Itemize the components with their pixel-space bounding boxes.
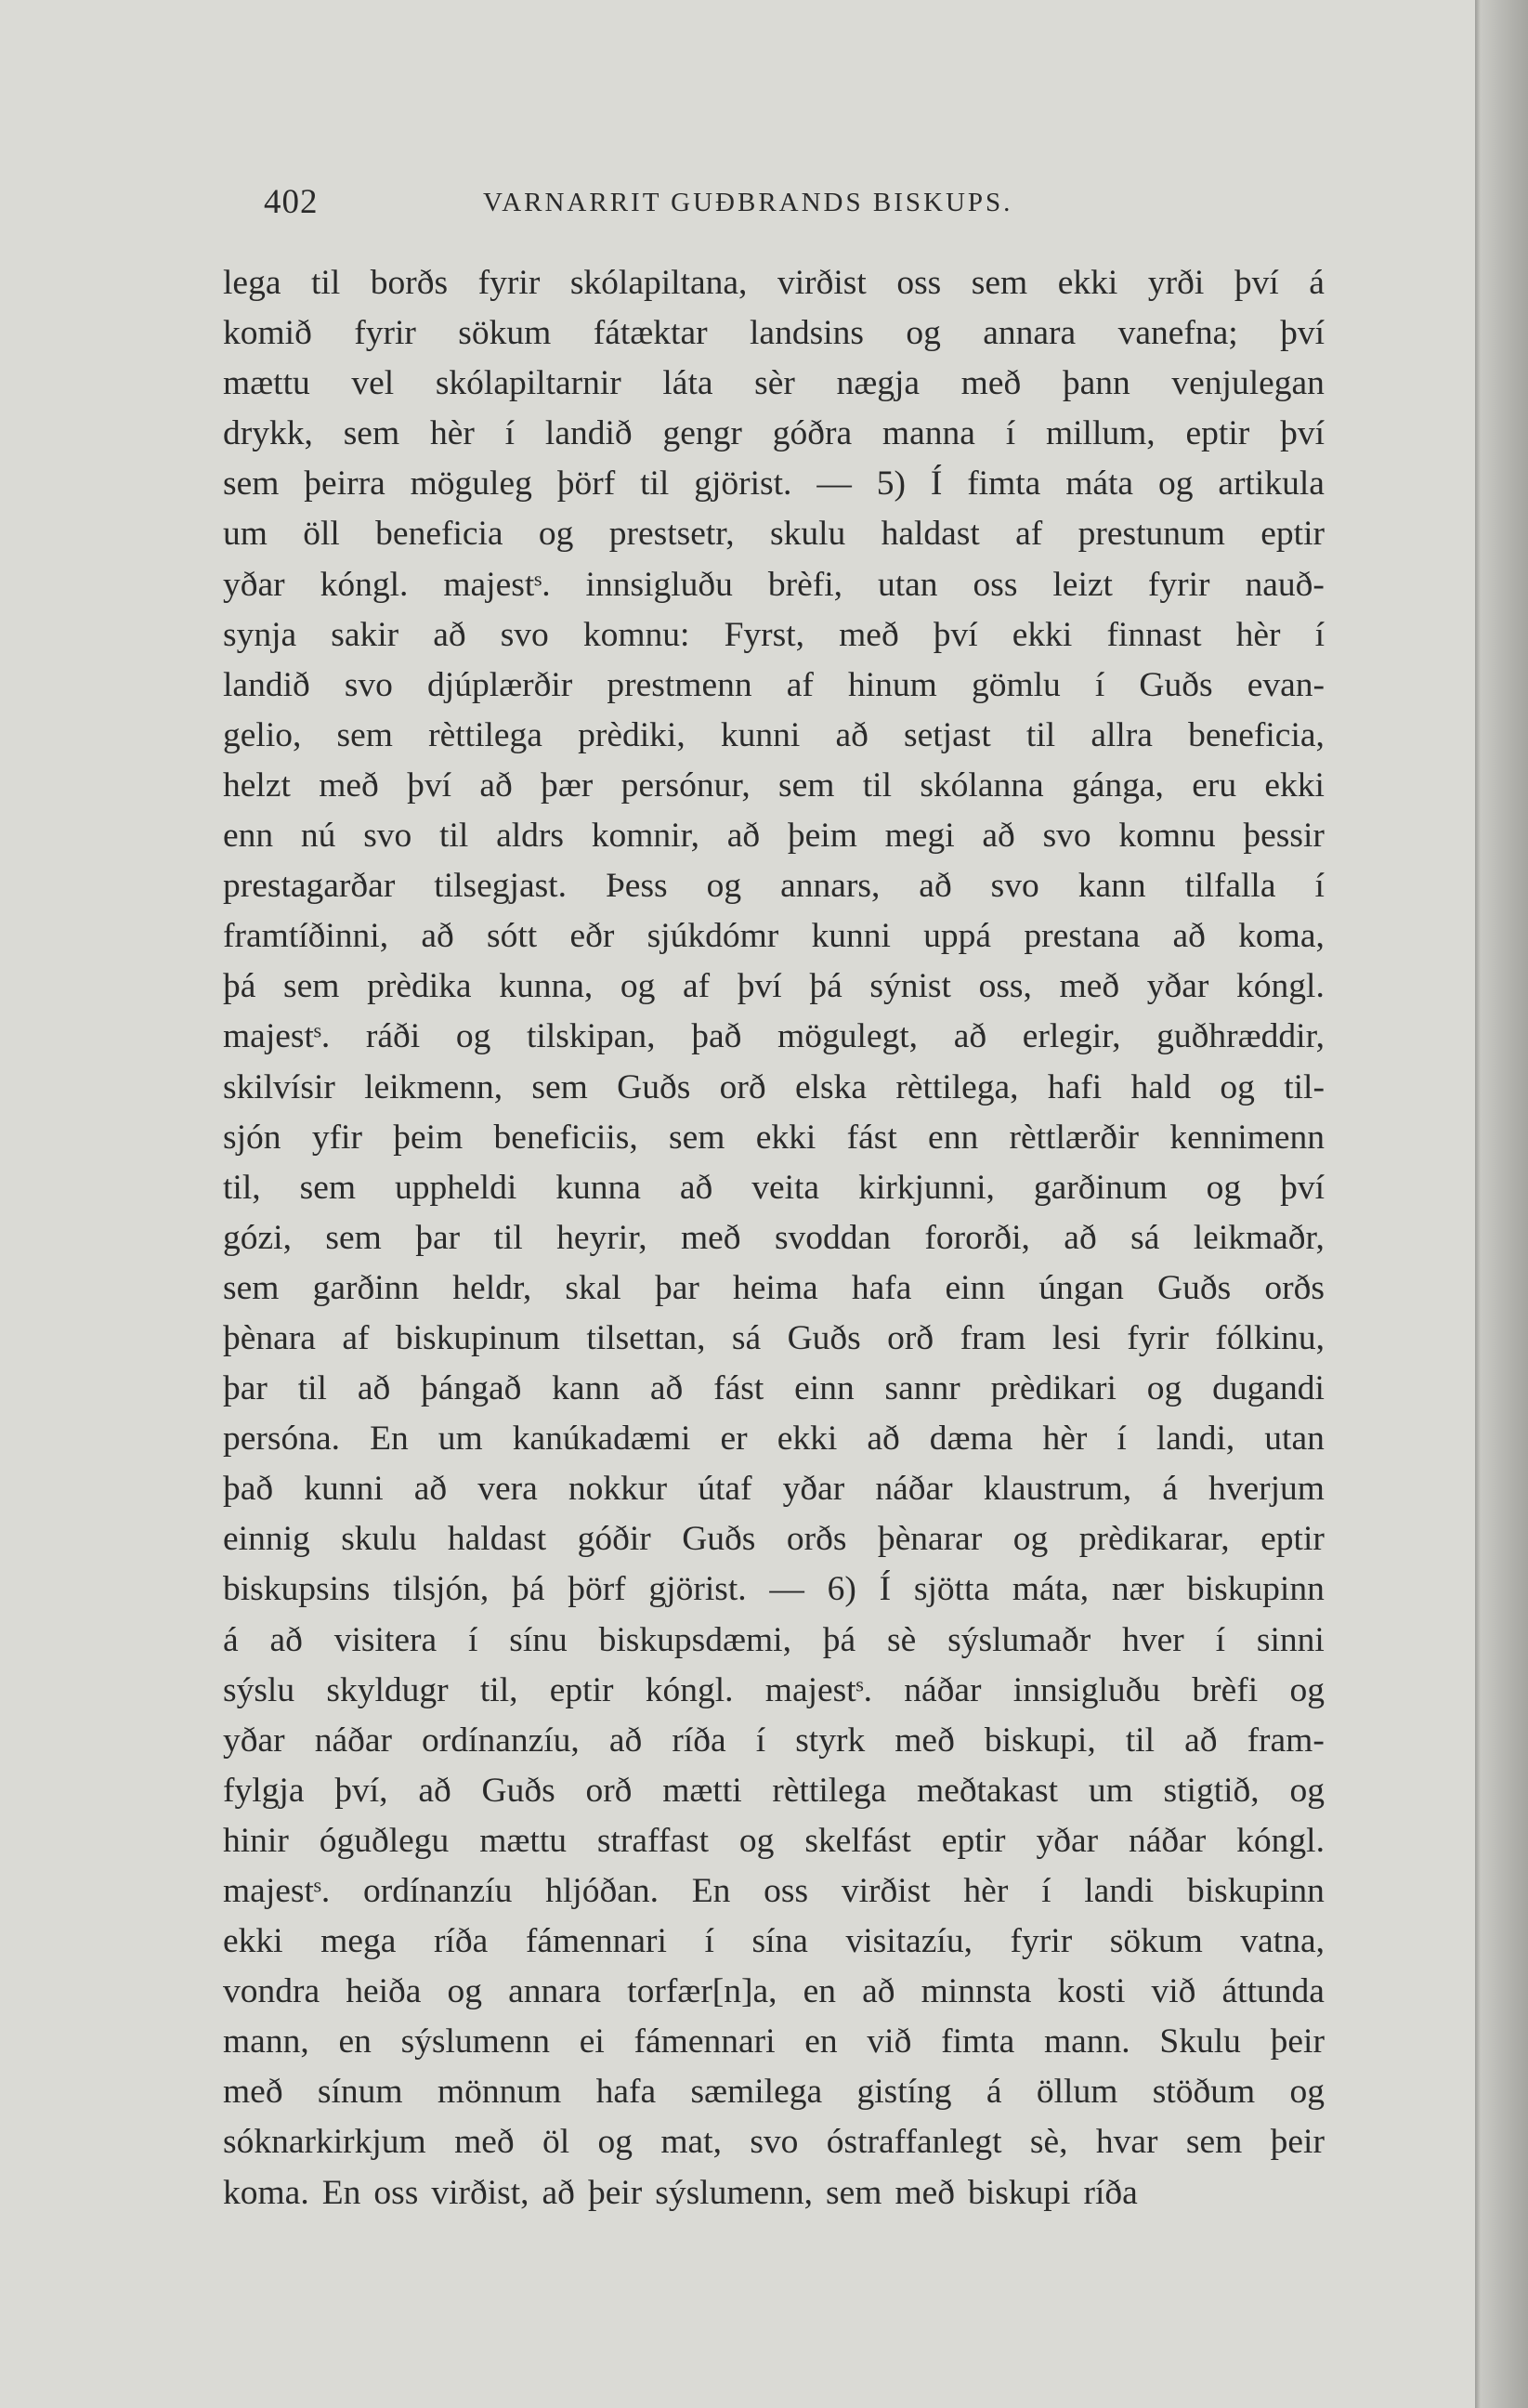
- text-line: yðar náðar ordínanzíu, að ríða í styrk með biskupi, til að fram-: [223, 1721, 1325, 1760]
- text-line: það kunni að vera nokkur útaf yðar náðar klaustrum, á hverjum: [223, 1470, 1325, 1509]
- text-line: vondra heiða og annara torfær[n]a, en að minnsta kosti við áttunda: [223, 1972, 1325, 2011]
- text-line: enn nú svo til aldrs komnir, að þeim megi að svo komnu þessir: [223, 817, 1325, 856]
- text-line: yðar kóngl. majestˢ. innsigluðu brèfi, utan oss leizt fyrir nauð-: [223, 565, 1325, 604]
- text-line: landið svo djúplærðir prestmenn af hinum gömlu í Guðs evan-: [223, 665, 1325, 704]
- text-line: gózi, sem þar til heyrir, með svoddan fororði, að sá leikmaðr,: [223, 1218, 1325, 1257]
- running-title: VARNARRIT GUÐBRANDS BISKUPS.: [483, 188, 1013, 217]
- text-line: mann, en sýslumenn ei fámennari en við fimta mann. Skulu þeir: [223, 2022, 1325, 2061]
- text-line: majestˢ. ráði og tilskipan, það mögulegt, að erlegir, guðhræddir,: [223, 1017, 1325, 1056]
- text-line: lega til borðs fyrir skólapiltana, virðist oss sem ekki yrði því á: [223, 264, 1325, 302]
- text-line: prestagarðar tilsegjast. Þess og annars, að svo kann tilfalla í: [223, 867, 1325, 906]
- text-line: helzt með því að þær persónur, sem til skólanna gánga, eru ekki: [223, 766, 1325, 805]
- text-line: skilvísir leikmenn, sem Guðs orð elska rèttilega, hafi hald og til-: [223, 1067, 1325, 1106]
- text-line: sem þeirra möguleg þörf til gjörist. — 5) Í fimta máta og artikula: [223, 465, 1325, 504]
- text-line: koma. En oss virðist, að þeir sýslumenn, sem með biskupi ríða: [223, 2173, 1138, 2212]
- text-line: þènara af biskupinum tilsettan, sá Guðs orð fram lesi fyrir fólkinu,: [223, 1318, 1325, 1357]
- page-number: 402: [264, 183, 319, 221]
- text-line: synja sakir að svo komnu: Fyrst, með því ekki finnast hèr í: [223, 615, 1325, 654]
- text-line: hinir óguðlegu mættu straffast og skelfást eptir yðar náðar kóngl.: [223, 1821, 1325, 1860]
- text-line: majestˢ. ordínanzíu hljóðan. En oss virðist hèr í landi biskupinn: [223, 1872, 1325, 1910]
- text-line: biskupsins tilsjón, þá þörf gjörist. — 6) Í sjötta máta, nær biskupinn: [223, 1570, 1325, 1609]
- text-line: til, sem uppheldi kunna að veita kirkjunni, garðinum og því: [223, 1168, 1325, 1207]
- text-line: á að visitera í sínu biskupsdæmi, þá sè sýslumaðr hver í sinni: [223, 1620, 1325, 1659]
- text-line: um öll beneficia og prestsetr, skulu haldast af prestunum eptir: [223, 515, 1325, 554]
- page-header: [264, 180, 1156, 225]
- text-line: persóna. En um kanúkadæmi er ekki að dæma hèr í landi, utan: [223, 1420, 1325, 1459]
- text-line: mættu vel skólapiltarnir láta sèr nægja með þann venjulegan: [223, 364, 1325, 403]
- text-line: gelio, sem rèttilega prèdiki, kunni að setjast til allra beneficia,: [223, 715, 1325, 754]
- text-line: einnig skulu haldast góðir Guðs orðs þènarar og prèdikarar, eptir: [223, 1520, 1325, 1559]
- body-text: [223, 258, 1325, 2218]
- text-line: þar til að þángað kann að fást einn sannr prèdikari og dugandi: [223, 1369, 1325, 1408]
- text-line: fylgja því, að Guðs orð mætti rèttilega meðtakast um stigtið, og: [223, 1771, 1325, 1810]
- text-line: ekki mega ríða fámennari í sína visitazíu, fyrir sökum vatna,: [223, 1922, 1325, 1961]
- text-line: framtíðinni, að sótt eðr sjúkdómr kunni uppá prestana að koma,: [223, 917, 1325, 956]
- text-line: sjón yfir þeim beneficiis, sem ekki fást enn rèttlærðir kennimenn: [223, 1118, 1325, 1157]
- text-line: sóknarkirkjum með öl og mat, svo óstraffanlegt sè, hvar sem þeir: [223, 2123, 1325, 2162]
- page-edge: [1475, 0, 1528, 2408]
- text-line: með sínum mönnum hafa sæmilega gistíng á öllum stöðum og: [223, 2073, 1325, 2112]
- text-line: þá sem prèdika kunna, og af því þá sýnist oss, með yðar kóngl.: [223, 967, 1325, 1006]
- text-line: komið fyrir sökum fátæktar landsins og annara vanefna; því: [223, 314, 1325, 353]
- text-line: drykk, sem hèr í landið gengr góðra manna í millum, eptir því: [223, 414, 1325, 453]
- text-line: sem garðinn heldr, skal þar heima hafa einn úngan Guðs orðs: [223, 1268, 1325, 1307]
- text-line: sýslu skyldugr til, eptir kóngl. majestˢ. náðar innsigluðu brèfi og: [223, 1670, 1325, 1709]
